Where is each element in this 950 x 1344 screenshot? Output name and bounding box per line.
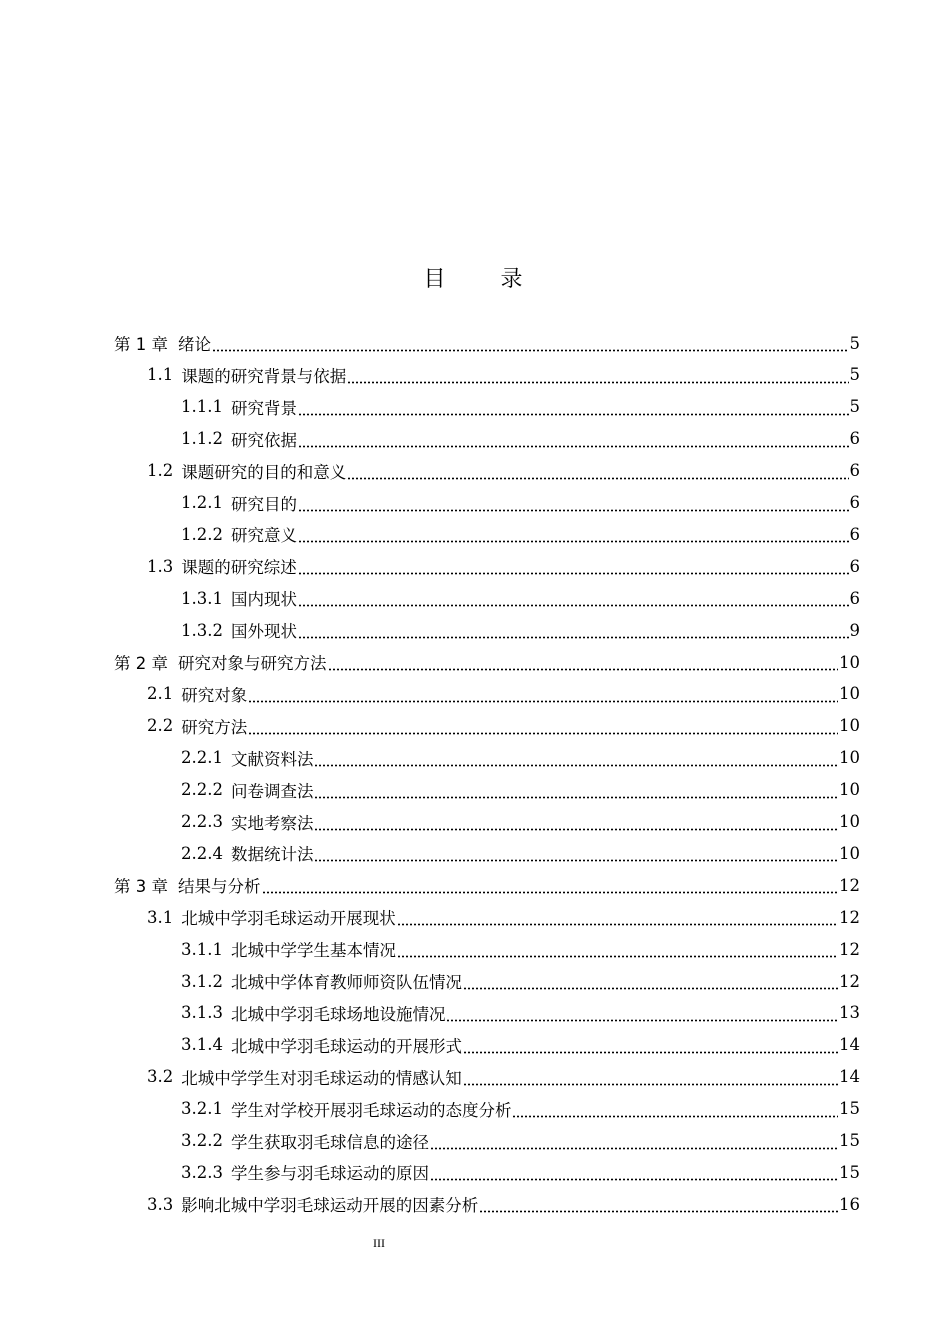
toc-entry-page-number: 12	[839, 875, 860, 895]
toc-entry-title: 课题的研究背景与依据	[181, 366, 347, 386]
toc-entry-number: 3.2	[147, 1067, 174, 1087]
toc-entry[interactable]	[147, 359, 860, 391]
toc-entry[interactable]	[147, 455, 860, 487]
toc-entry-title: 北城中学学生对羽毛球运动的情感认知	[181, 1068, 462, 1088]
toc-entry[interactable]	[147, 1061, 860, 1093]
toc-entry-title: 北城中学羽毛球运动的开展形式	[230, 1036, 462, 1056]
toc-entry[interactable]	[147, 710, 860, 742]
toc-entry[interactable]	[181, 774, 860, 806]
toc-entry-number: 3.2.3	[181, 1162, 223, 1182]
toc-entry-title: 课题的研究综述	[181, 558, 297, 578]
dot-leader	[298, 559, 849, 575]
toc-entry-page-number: 10	[839, 812, 860, 831]
toc-entry-page-number: 16	[839, 1194, 860, 1214]
toc-entry[interactable]	[147, 1188, 860, 1220]
dot-leader	[314, 783, 838, 799]
toc-entry-page-number: 15	[839, 1099, 860, 1119]
toc-entry-title: 数据统计法	[230, 845, 314, 865]
dot-leader	[479, 1197, 838, 1213]
toc-entry-title: 影响北城中学羽毛球运动开展的因素分析	[181, 1196, 479, 1216]
toc-entry[interactable]	[181, 837, 860, 869]
toc-entry-title: 实地考察法	[230, 813, 314, 833]
toc-entry-title: 国内现状	[230, 590, 297, 610]
toc-entry[interactable]	[147, 901, 860, 933]
toc-entry[interactable]	[114, 327, 860, 359]
dot-leader	[463, 1070, 838, 1086]
toc-entry-title: 北城中学学生基本情况	[230, 941, 396, 961]
dot-leader	[397, 910, 838, 926]
toc-entry-number: 1.1.1	[181, 397, 223, 417]
toc-entry-title: 研究目的	[230, 494, 297, 514]
toc-entry-title: 绪论	[178, 335, 211, 354]
page-footer-number: III	[373, 1236, 385, 1250]
toc-entry-number: 1.1	[147, 365, 174, 385]
toc-entry-page-number: 6	[849, 556, 860, 576]
dot-leader	[298, 400, 849, 416]
toc-entry-number: 3.1	[147, 907, 174, 927]
dot-leader	[463, 1038, 838, 1054]
toc-entry[interactable]	[181, 487, 860, 519]
toc-entry-title: 研究对象与研究方法	[178, 654, 327, 673]
toc-entry-page-number: 15	[839, 1162, 860, 1182]
toc-entry-title: 课题研究的目的和意义	[181, 462, 347, 482]
toc-entry-number: 2.2.3	[181, 812, 223, 831]
toc-entry-page-number: 12	[839, 907, 860, 927]
dot-leader	[212, 336, 849, 352]
toc-entry-page-number: 10	[839, 780, 860, 800]
toc-entry-number: 3.2.1	[181, 1099, 223, 1119]
dot-leader	[446, 1006, 838, 1022]
toc-entry-number: 3.1.1	[181, 939, 223, 959]
toc-entry-page-number: 10	[839, 684, 860, 704]
toc-entry-page-number: 10	[839, 843, 860, 863]
toc-entry-number: 3.1.4	[181, 1035, 223, 1055]
toc-entry[interactable]	[114, 869, 860, 901]
toc-entry-title: 研究意义	[230, 526, 297, 546]
toc-entry[interactable]	[181, 997, 860, 1029]
toc-entry-page-number: 5	[849, 397, 860, 417]
toc-entry-number: 2.2.1	[181, 748, 223, 768]
toc-entry-page-number: 12	[839, 939, 860, 959]
toc-entry[interactable]	[181, 742, 860, 774]
toc-entry-title: 研究对象	[181, 685, 248, 705]
toc-entry-number: 1.3.2	[181, 620, 223, 640]
toc-entry[interactable]	[181, 1125, 860, 1157]
toc-entry-number: 2.1	[147, 684, 174, 704]
toc-entry-title: 研究依据	[230, 430, 297, 450]
toc-entry-page-number: 6	[849, 588, 860, 608]
toc-entry-page-number: 14	[839, 1067, 860, 1087]
dot-leader	[397, 942, 838, 958]
dot-leader	[512, 1102, 838, 1118]
toc-entry-number: 2.2.4	[181, 843, 223, 863]
toc-entry-title: 学生对学校开展羽毛球运动的态度分析	[230, 1100, 512, 1120]
toc-entry-page-number: 14	[839, 1035, 860, 1055]
toc-entry[interactable]	[181, 582, 860, 614]
dot-leader	[298, 591, 849, 607]
toc-entry-page-number: 9	[849, 620, 860, 640]
dot-leader	[314, 751, 838, 767]
dot-leader	[248, 687, 838, 703]
toc-entry[interactable]	[181, 1093, 860, 1125]
toc-entry-title: 学生获取羽毛球信息的途径	[230, 1132, 429, 1152]
toc-entry-page-number: 10	[839, 748, 860, 768]
toc-entry-number: 第 3 章	[114, 877, 168, 897]
toc-entry-page-number: 12	[839, 971, 860, 991]
toc-entry-title: 北城中学羽毛球运动开展现状	[181, 909, 396, 929]
dot-leader	[314, 846, 838, 862]
toc-entry[interactable]	[181, 933, 860, 965]
toc-entry[interactable]	[147, 550, 860, 582]
toc-entry-number: 3.3	[147, 1194, 174, 1214]
toc-entry-number: 2.2	[147, 716, 174, 736]
toc-entry-title: 研究方法	[181, 717, 248, 737]
dot-leader	[298, 623, 849, 639]
toc-entry-number: 1.1.2	[181, 429, 223, 449]
toc-entry-page-number: 6	[849, 524, 860, 544]
toc-entry-title: 文献资料法	[230, 749, 314, 769]
toc-entry-title: 结果与分析	[178, 877, 261, 897]
toc-entry-number: 1.2.1	[181, 493, 223, 512]
dot-leader	[347, 464, 848, 480]
dot-leader	[298, 496, 849, 512]
toc-entry-number: 2.2.2	[181, 780, 223, 800]
toc-entry[interactable]	[147, 678, 860, 710]
toc-entry[interactable]	[181, 614, 860, 646]
dot-leader	[463, 974, 838, 990]
dot-leader	[298, 527, 849, 543]
toc-entry-number: 1.3	[147, 556, 174, 576]
dot-leader	[328, 655, 839, 671]
toc-entry[interactable]	[181, 965, 860, 997]
toc-entry-title: 学生参与羽毛球运动的原因	[230, 1164, 429, 1184]
toc-entry-number: 3.1.3	[181, 1003, 223, 1023]
toc-entry[interactable]	[181, 806, 860, 838]
toc-entry-page-number: 5	[849, 333, 860, 353]
dot-leader	[347, 368, 848, 384]
toc-entry-number: 1.2.2	[181, 524, 223, 544]
toc-entry-page-number: 6	[849, 429, 860, 449]
dot-leader	[430, 1165, 838, 1181]
toc-entry-page-number: 6	[849, 461, 860, 481]
toc-entry-title: 研究背景	[230, 398, 297, 418]
toc-entry-page-number: 10	[839, 652, 860, 672]
toc-entry-page-number: 13	[839, 1003, 860, 1023]
toc-entry-title: 国外现状	[230, 622, 297, 642]
toc-entry[interactable]	[181, 1156, 860, 1188]
toc-entry-page-number: 10	[839, 716, 860, 736]
toc-entry-title: 北城中学体育教师师资队伍情况	[230, 973, 462, 992]
toc-entry-title: 北城中学羽毛球场地设施情况	[230, 1004, 446, 1024]
toc-entry[interactable]	[181, 518, 860, 550]
toc-entry-number: 3.2.2	[181, 1131, 223, 1150]
toc-entry-title: 问卷调查法	[230, 781, 314, 801]
toc-entry-number: 1.2	[147, 461, 174, 481]
dot-leader	[262, 878, 839, 894]
toc-entry-page-number: 15	[839, 1131, 860, 1150]
toc-entry-number: 第 2 章	[114, 654, 168, 673]
dot-leader	[248, 719, 838, 735]
toc-entry-number: 3.1.2	[181, 971, 223, 991]
toc-entry[interactable]	[114, 646, 860, 678]
toc-entry-page-number: 6	[849, 493, 860, 512]
toc-entry-number: 1.3.1	[181, 588, 223, 608]
dot-leader	[314, 815, 838, 831]
toc-entry-page-number: 5	[849, 365, 860, 385]
toc-heading: 目 录	[423, 267, 547, 292]
toc-entry[interactable]	[181, 1029, 860, 1061]
dot-leader	[298, 432, 849, 448]
dot-leader	[430, 1134, 838, 1150]
toc-entry[interactable]	[181, 391, 860, 423]
toc-entry[interactable]	[181, 423, 860, 455]
toc-entry-number: 第 1 章	[114, 335, 168, 354]
